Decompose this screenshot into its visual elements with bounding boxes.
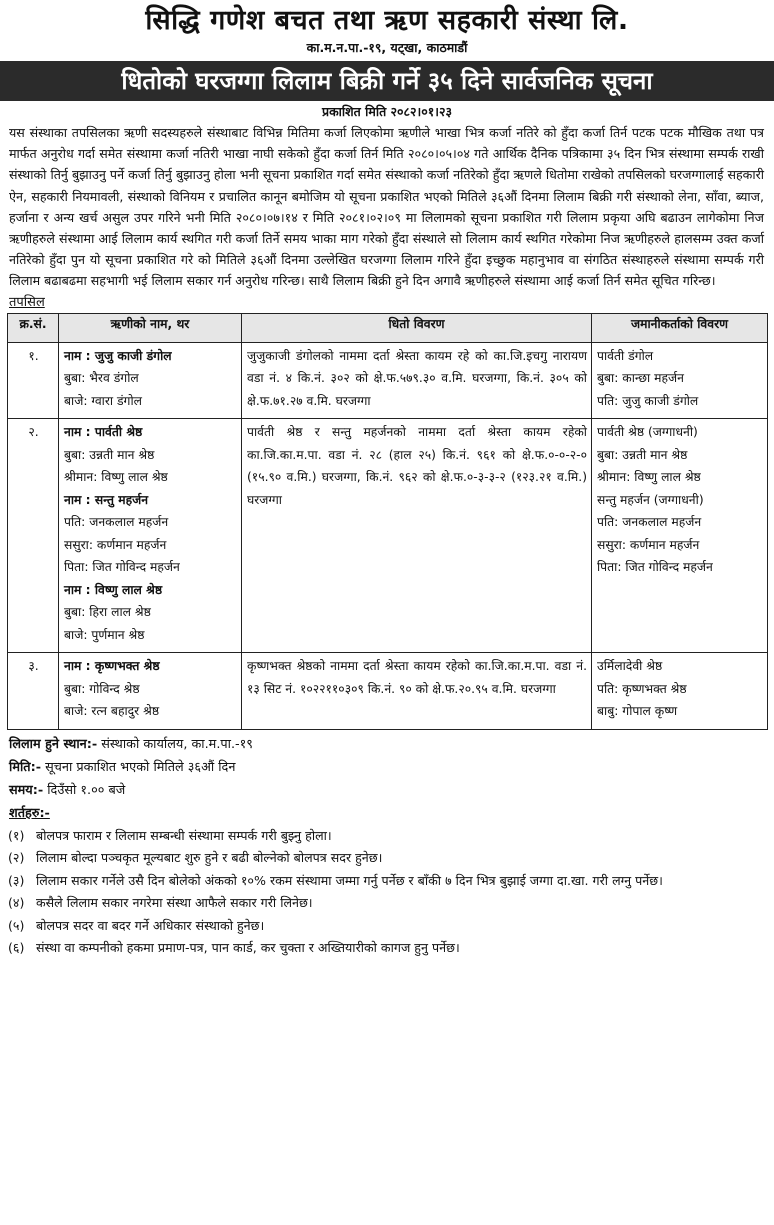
details-table bbox=[7, 313, 768, 730]
table-row bbox=[8, 653, 768, 730]
borrower-line: बुबा: भैरव डंगोल bbox=[64, 371, 139, 386]
published-date: प्रकाशित मिति २०८२।०१।२३ bbox=[321, 104, 453, 119]
guarantor-line: पति: कृष्णभक्त श्रेष्ठ bbox=[597, 681, 687, 696]
guarantor-cell bbox=[592, 419, 768, 653]
condition-text: संस्था वा कम्पनीको हकमा प्रमाण-पत्र, पान कार्ड, कर चुक्ता र अख्तियारीको कागज हुनु पर्नेछ। bbox=[36, 940, 460, 956]
guarantor-line: उर्मिलादेवी श्रेष्ठ bbox=[597, 659, 663, 674]
conditions-title: शर्तहरु:- bbox=[9, 805, 50, 821]
condition-text: बोलपत्र सदर वा बदर गर्ने अधिकार संस्थाको हुनेछ। bbox=[36, 917, 265, 933]
organization-address: का.म.न.पा.-१९, यट्खा, काठमाडौं bbox=[306, 40, 468, 55]
borrower-line: बाजे: ग्वारा डंगोल bbox=[64, 393, 143, 408]
condition-item bbox=[8, 937, 766, 960]
borrower-line: पिता: जित गोविन्द महर्जन bbox=[64, 560, 180, 575]
guarantor-line: पार्वती डंगोल bbox=[597, 348, 654, 363]
condition-item bbox=[8, 825, 766, 848]
auction-time-label: समय:- bbox=[9, 782, 44, 798]
borrower-line: ससुरा: कर्णमान महर्जन bbox=[64, 537, 167, 552]
auction-place-line bbox=[9, 733, 774, 756]
borrower-cell bbox=[59, 419, 242, 653]
condition-text: बोलपत्र फाराम र लिलाम सम्बन्धी संस्थामा सम्पर्क गरी बुझ्नु होला। bbox=[36, 827, 332, 843]
header-collateral: धितो विवरण bbox=[242, 313, 592, 342]
guarantor-line: बाबु: गोपाल कृष्ण bbox=[597, 704, 678, 719]
guarantor-line: पिता: जित गोविन्द महर्जन bbox=[597, 560, 713, 575]
guarantor-line: बुबा: कान्छा महर्जन bbox=[597, 371, 684, 386]
borrower-line: बाजे: पुर्णमान श्रेष्ठ bbox=[64, 627, 145, 642]
borrower-line: नाम : पार्वती श्रेष्ठ bbox=[64, 425, 143, 440]
guarantor-line: बुबा: उन्नती मान श्रेष्ठ bbox=[597, 447, 688, 462]
guarantor-line: पति: जुजु काजी डंगोल bbox=[597, 393, 699, 408]
guarantor-line: ससुरा: कर्णमान महर्जन bbox=[597, 537, 700, 552]
condition-number: (२) bbox=[8, 850, 25, 866]
condition-text: कसैले लिलाम सकार नगरेमा संस्था आफैले सकार गरी लिनेछ। bbox=[36, 895, 313, 911]
header-borrower: ऋणीको नाम, थर bbox=[59, 313, 242, 342]
serial-number: ३. bbox=[8, 653, 59, 730]
auction-place-label: लिलाम हुने स्थान:- bbox=[9, 736, 98, 752]
borrower-line: पति: जनकलाल महर्जन bbox=[64, 515, 169, 530]
borrower-line: नाम : कृष्णभक्त श्रेष्ठ bbox=[64, 659, 160, 674]
borrower-line: नाम : जुजु काजी डंगोल bbox=[64, 348, 172, 363]
auction-date-value: सूचना प्रकाशित भएको मितिले ३६औं दिन bbox=[45, 759, 236, 775]
borrower-line: बुबा: उन्नती मान श्रेष्ठ bbox=[64, 447, 155, 462]
guarantor-line: पार्वती श्रेष्ठ (जग्गाधनी) bbox=[597, 425, 698, 440]
conditions-list bbox=[0, 825, 774, 960]
table-row bbox=[8, 342, 768, 419]
auction-place-value: संस्थाको कार्यालय, का.म.पा.-१९ bbox=[101, 736, 253, 752]
auction-info bbox=[0, 733, 774, 802]
collateral-cell: पार्वती श्रेष्ठ र सन्तु महर्जनको नाममा दर्ता श्रेस्ता कायम रहेको का.जि.का.म.पा. वडा नं. २८ (हाल २५) कि.नं. ९६१ को क्षे.फ.०-०-२-० (१५.९० व.मि.) घरजग्गा, कि.नं. ९६२ को क्षे.फ.०-३-३-२ (१२३.२१ व.मि.) घरजग्गा bbox=[242, 419, 592, 653]
table-row bbox=[8, 419, 768, 653]
auction-date-label: मिति:- bbox=[9, 759, 42, 775]
auction-date-line bbox=[9, 756, 774, 779]
condition-number: (३) bbox=[8, 872, 25, 888]
notice-page bbox=[0, 4, 774, 960]
condition-item bbox=[8, 892, 766, 915]
condition-number: (१) bbox=[8, 827, 25, 843]
borrower-line: बुबा: हिरा लाल श्रेष्ठ bbox=[64, 605, 151, 620]
condition-number: (६) bbox=[8, 940, 25, 956]
borrower-line: बाजे: रत्न बहादुर श्रेष्ठ bbox=[64, 704, 160, 719]
auction-time-line bbox=[9, 779, 774, 802]
guarantor-cell bbox=[592, 342, 768, 419]
collateral-cell: कृष्णभक्त श्रेष्ठको नाममा दर्ता श्रेस्ता कायम रहेको का.जि.का.म.पा. वडा नं. १३ सिट नं. १०२२११०३०९ कि.नं. ९० को क्षे.फ.२०.९५ व.मि. घरजग्गा bbox=[242, 653, 592, 730]
guarantor-line: पति: जनकलाल महर्जन bbox=[597, 515, 702, 530]
serial-number: १. bbox=[8, 342, 59, 419]
condition-number: (४) bbox=[8, 895, 25, 911]
condition-item bbox=[8, 870, 766, 893]
tapasil-label: तपसिल bbox=[9, 294, 45, 310]
auction-time-value: दिउँसो १.०० बजे bbox=[47, 782, 126, 798]
borrower-line: श्रीमान: विष्णु लाल श्रेष्ठ bbox=[64, 470, 168, 485]
organization-name: सिद्धि गणेश बचत तथा ऋण सहकारी संस्था लि. bbox=[145, 5, 629, 36]
serial-number: २. bbox=[8, 419, 59, 653]
table-header-row bbox=[8, 313, 768, 342]
borrower-line: नाम : सन्तु महर्जन bbox=[64, 492, 149, 507]
borrower-line: बुबा: गोविन्द श्रेष्ठ bbox=[64, 681, 140, 696]
notice-body: यस संस्थाका तपसिलका ऋणी सदस्यहरुले संस्थाबाट विभिन्न मितिमा कर्जा लिएकोमा ऋणीले भाखा भित्र कर्जा नतिरे को हुँदा कर्जा तिर्न पटक पटक मौखिक तथा पत्र मार्फत अनुरोध गर्दा समेत संस्थामा कर्जा नतिरी भाखा नाघी सकेको हुँदा कर्जा तिर्न मिति २०८०।०५।०४ गते आर्थिक दैनिक पत्रिकामा ३५ दिन भित्र संस्थामा सम्पर्क राखी संस्थाको तिर्नु बुझाउनु पर्ने कर्जा तिर्नु बुझाउनु होला भनी सूचना प्रकाशित गर्दा समेत संस्थाको कर्जा नतिरेको हुँदा ऋणले धितोमा राखेको तपसिलको घरजग्गालाई सहकारी ऐन, सहकारी नियमावली, संस्थाको विनियम र प्रचालित कानून बमोजिम यो सूचना प्रकाशित भएको मितिले ३६औं दिनमा लिलाम बिक्री गरी संस्थाको लेना, साँवा, ब्याज, हर्जाना र अन्य खर्च असुल उपर गरिने भनी मिति २०८०।०७।१४ र मिति २०८१।०२।०९ मा लिलामको सूचना प्रकाशित गरी लिलाम प्रकृया अघि बढाउन लागेकोमा निज ऋणीहरुले संस्थामा आई लिलाम कार्य स्थगित गरी कर्जा तिर्ने समय भाका माग गरेको हुँदा संस्थाले सो लिलाम कार्य स्थगित गरेकोमा निज ऋणीहरुले हालसम्म उक्त कर्जा नतिरेको हुँदा पुन यो सूचना प्रकाशित गरे को मितिले ३६औं दिनमा उल्लेखित घरजग्गा लिलाम गरिने हुँदा इच्छुक महानुभाव वा संगठित संस्थाहरुले संस्थामा सम्पर्क गरी लिलाम बढाबढमा सहभागी भई लिलाम सकार गर्न अनुरोध गरिन्छ। साथै लिलाम बिक्री हुने दिन अगावै ऋणीहरुले संस्थामा आई कर्जा तिर्न समेत सूचित गरिन्छ। bbox=[9, 125, 764, 289]
condition-item bbox=[8, 847, 766, 870]
condition-item bbox=[8, 915, 766, 938]
guarantor-cell bbox=[592, 653, 768, 730]
borrower-cell bbox=[59, 342, 242, 419]
header-serial: क्र.सं. bbox=[8, 313, 59, 342]
guarantor-line: सन्तु महर्जन (जग्गाधनी) bbox=[597, 492, 704, 507]
header-guarantor: जमानीकर्ताको विवरण bbox=[592, 313, 768, 342]
condition-text: लिलाम सकार गर्नेले उसै दिन बोलेको अंकको १०% रकम संस्थामा जम्मा गर्नु पर्नेछ र बाँकी ७ दिन भित्र बुझाई जग्गा दा.खा. गरी लग्नु पर्नेछ। bbox=[36, 872, 663, 888]
borrower-line: नाम : विष्णु लाल श्रेष्ठ bbox=[64, 582, 163, 597]
condition-text: लिलाम बोल्दा पञ्चकृत मूल्यबाट शुरु हुने र बढी बोल्नेको बोलपत्र सदर हुनेछ। bbox=[36, 850, 383, 866]
guarantor-line: श्रीमान: विष्णु लाल श्रेष्ठ bbox=[597, 470, 701, 485]
notice-banner: धितोको घरजग्गा लिलाम बिक्री गर्ने ३५ दिने सार्वजनिक सूचना bbox=[0, 61, 774, 101]
condition-number: (५) bbox=[8, 917, 25, 933]
borrower-cell bbox=[59, 653, 242, 730]
collateral-cell: जुजुकाजी डंगोलको नाममा दर्ता श्रेस्ता कायम रहे को का.जि.इचगु नारायण वडा नं. ४ कि.नं. ३०२ को क्षे.फ.५७९.३० व.मि. घरजग्गा, कि.नं. ३०५ को क्षे.फ.७१.२७ व.मि. घरजग्गा bbox=[242, 342, 592, 419]
